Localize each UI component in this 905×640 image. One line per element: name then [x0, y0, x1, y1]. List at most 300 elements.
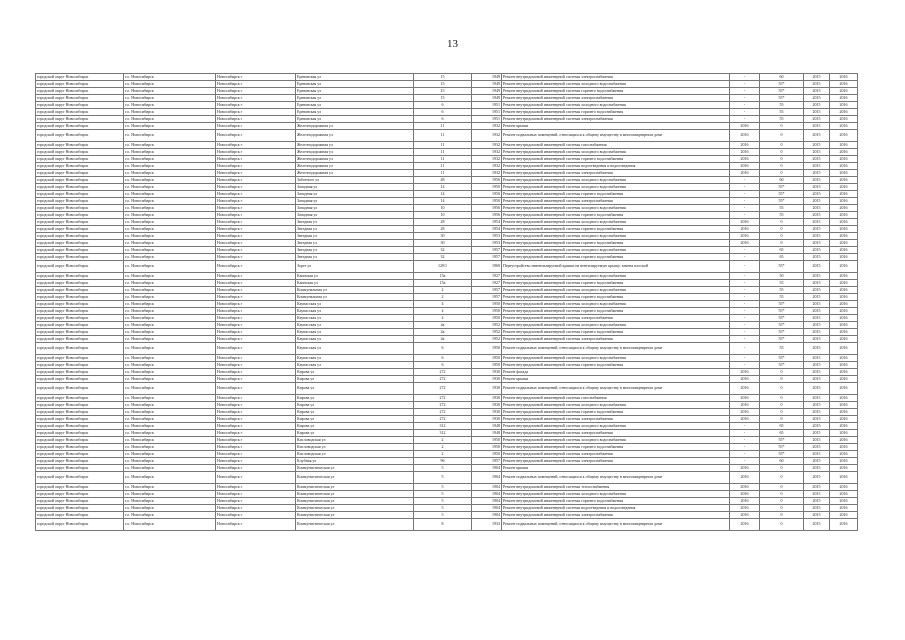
page-number: 13 [447, 38, 458, 50]
table-row [36, 109, 858, 116]
cell-house-number: 2 [414, 444, 472, 451]
capital-repair-table [35, 73, 858, 531]
cell-street: Западная ул [296, 191, 414, 198]
cell-wear-percent: 0 [760, 226, 804, 233]
cell-municipality: г.о. Новосибирск [124, 184, 216, 191]
cell-wear-percent: 0 [760, 402, 804, 409]
cell-period-start: 2015 [804, 294, 830, 301]
cell-house-number: 15 [414, 88, 472, 95]
cell-district: городской округ Новосибирск [36, 261, 124, 273]
cell-period-start: 2015 [804, 315, 830, 322]
cell-municipality: г.о. Новосибирск [124, 212, 216, 219]
cell-house-number: 4а [414, 322, 472, 329]
cell-period-end: 2016 [830, 102, 858, 109]
cell-district: городской округ Новосибирск [36, 369, 124, 376]
cell-street: Звездная ул [296, 233, 414, 240]
cell-district: городской округ Новосибирск [36, 109, 124, 116]
cell-wear-percent: 65 [760, 423, 804, 430]
cell-period-start: 2015 [804, 184, 830, 191]
cell-period-end: 2016 [830, 376, 858, 383]
cell-work-type: Ремонт внутридомовой инженерной системы электроснабжения [502, 170, 730, 177]
cell-build-year: 1932 [472, 130, 502, 142]
cell-work-type: Ремонт внутридомовой инженерной системы холодного водоснабжения [502, 423, 730, 430]
cell-build-year: 1932 [472, 156, 502, 163]
cell-work-type: Ремонт подвальных помещений, относящихся к общему имуществу в многоквартирном доме [502, 383, 730, 395]
cell-house-number: 32 [414, 254, 472, 261]
cell-district: городской округ Новосибирск [36, 287, 124, 294]
cell-build-year: 1957 [472, 254, 502, 261]
table-row [36, 355, 858, 362]
cell-house-number: 272 [414, 369, 472, 376]
cell-period-start: 2015 [804, 336, 830, 343]
cell-district: городской округ Новосибирск [36, 149, 124, 156]
cell-city: Новосибирск г [216, 294, 296, 301]
cell-wear-percent: 65 [760, 247, 804, 254]
cell-house-number: 272 [414, 383, 472, 395]
cell-street: Кирова ул [296, 395, 414, 402]
cell-street: Ереванская ул [296, 116, 414, 123]
cell-street: Коммунистическая ул [296, 505, 414, 512]
cell-municipality: г.о. Новосибирск [124, 177, 216, 184]
table-row [36, 205, 858, 212]
cell-district: городской округ Новосибирск [36, 95, 124, 102]
cell-wear-percent: 55 [760, 109, 804, 116]
cell-house-number: 11 [414, 170, 472, 177]
cell-district: городской округ Новосибирск [36, 383, 124, 395]
cell-city: Новосибирск г [216, 423, 296, 430]
cell-municipality: г.о. Новосибирск [124, 149, 216, 156]
cell-planned-year: - [730, 212, 760, 219]
cell-house-number: 5 [414, 512, 472, 519]
cell-build-year: 1950 [472, 355, 502, 362]
cell-period-start: 2015 [804, 458, 830, 465]
cell-street: Железнодорожная ул [296, 149, 414, 156]
table-row [36, 198, 858, 205]
cell-street: Зорге ул [296, 261, 414, 273]
table-row [36, 437, 858, 444]
cell-planned-year: 2016 [730, 149, 760, 156]
cell-wear-percent: 55* [760, 95, 804, 102]
cell-work-type: Ремонт крыши [502, 376, 730, 383]
cell-city: Новосибирск г [216, 116, 296, 123]
cell-period-start: 2015 [804, 505, 830, 512]
cell-work-type: Ремонт внутридомовой инженерной системы горячего водоснабжения [502, 254, 730, 261]
cell-period-start: 2015 [804, 74, 830, 81]
cell-wear-percent: 0 [760, 519, 804, 531]
cell-planned-year: - [730, 198, 760, 205]
cell-city: Новосибирск г [216, 88, 296, 95]
cell-period-end: 2016 [830, 369, 858, 376]
cell-district: городской округ Новосибирск [36, 329, 124, 336]
cell-street: Кисловодская ул [296, 444, 414, 451]
cell-city: Новосибирск г [216, 95, 296, 102]
cell-wear-percent: 55 [760, 280, 804, 287]
cell-work-type: Ремонт внутридомовой инженерной системы холодного водоснабжения [502, 301, 730, 308]
cell-period-end: 2016 [830, 465, 858, 472]
cell-street: Ереванская ул [296, 109, 414, 116]
cell-work-type: Ремонт внутридомовой инженерной системы холодного водоснабжения [502, 273, 730, 280]
cell-work-type: Ремонт фасада [502, 369, 730, 376]
cell-planned-year: 2016 [730, 498, 760, 505]
cell-period-end: 2016 [830, 273, 858, 280]
cell-build-year: 1969 [472, 261, 502, 273]
cell-street: Ереванская ул [296, 95, 414, 102]
cell-district: городской округ Новосибирск [36, 395, 124, 402]
cell-work-type: Ремонт внутридомовой инженерной системы холодного водоснабжения [502, 355, 730, 362]
cell-period-end: 2016 [830, 416, 858, 423]
cell-house-number: 11 [414, 142, 472, 149]
cell-district: городской округ Новосибирск [36, 437, 124, 444]
cell-planned-year: - [730, 102, 760, 109]
cell-period-end: 2016 [830, 88, 858, 95]
cell-build-year: 1930 [472, 409, 502, 416]
cell-street: Звездная ул [296, 226, 414, 233]
cell-street: Звездная ул [296, 240, 414, 247]
cell-period-end: 2016 [830, 444, 858, 451]
cell-house-number: 11 [414, 149, 472, 156]
cell-city: Новосибирск г [216, 149, 296, 156]
cell-work-type: Ремонт внутридомовой инженерной системы горячего водоснабжения [502, 444, 730, 451]
cell-build-year: 1933 [472, 519, 502, 531]
cell-district: городской округ Новосибирск [36, 343, 124, 355]
cell-period-end: 2016 [830, 226, 858, 233]
cell-district: городской округ Новосибирск [36, 451, 124, 458]
cell-house-number: 10 [414, 212, 472, 219]
cell-city: Новосибирск г [216, 416, 296, 423]
cell-planned-year: - [730, 88, 760, 95]
cell-period-start: 2015 [804, 156, 830, 163]
table-row [36, 294, 858, 301]
cell-wear-percent: 55* [760, 301, 804, 308]
cell-build-year: 1949 [472, 95, 502, 102]
cell-street: Каунасская ул [296, 343, 414, 355]
cell-city: Новосибирск г [216, 287, 296, 294]
cell-house-number: 129/1 [414, 261, 472, 273]
cell-municipality: г.о. Новосибирск [124, 308, 216, 315]
cell-house-number: 4 [414, 308, 472, 315]
cell-city: Новосибирск г [216, 81, 296, 88]
cell-planned-year: - [730, 81, 760, 88]
cell-street: Ереванская ул [296, 102, 414, 109]
cell-municipality: г.о. Новосибирск [124, 163, 216, 170]
cell-municipality: г.о. Новосибирск [124, 512, 216, 519]
cell-wear-percent: 55* [760, 336, 804, 343]
cell-city: Новосибирск г [216, 451, 296, 458]
cell-period-end: 2016 [830, 484, 858, 491]
cell-municipality: г.о. Новосибирск [124, 301, 216, 308]
cell-wear-percent: 0 [760, 416, 804, 423]
cell-district: городской округ Новосибирск [36, 88, 124, 95]
cell-street: Кисловодская ул [296, 451, 414, 458]
cell-period-start: 2015 [804, 233, 830, 240]
cell-wear-percent: 0 [760, 376, 804, 383]
table-row [36, 254, 858, 261]
cell-district: городской округ Новосибирск [36, 130, 124, 142]
cell-city: Новосибирск г [216, 156, 296, 163]
cell-district: городской округ Новосибирск [36, 505, 124, 512]
table-row [36, 130, 858, 142]
cell-city: Новосибирск г [216, 198, 296, 205]
cell-wear-percent: 0 [760, 369, 804, 376]
cell-street: Каунасская ул [296, 301, 414, 308]
cell-build-year: 1950 [472, 362, 502, 369]
table-row [36, 329, 858, 336]
cell-period-start: 2015 [804, 163, 830, 170]
cell-house-number: 30 [414, 240, 472, 247]
cell-period-end: 2016 [830, 395, 858, 402]
cell-district: городской округ Новосибирск [36, 416, 124, 423]
cell-wear-percent: 0 [760, 123, 804, 130]
table-row [36, 233, 858, 240]
cell-build-year: 1954 [472, 219, 502, 226]
cell-build-year: 1957 [472, 458, 502, 465]
cell-work-type: Ремонт внутридомовой инженерной системы холодного водоснабжения [502, 205, 730, 212]
table-row [36, 240, 858, 247]
cell-planned-year: - [730, 336, 760, 343]
cell-work-type: Ремонт подвальных помещений, относящихся к общему имуществу в многоквартирном доме [502, 343, 730, 355]
cell-work-type: Ремонт внутридомовой инженерной системы электроснабжения [502, 95, 730, 102]
cell-district: городской округ Новосибирск [36, 273, 124, 280]
cell-house-number: 15а [414, 273, 472, 280]
cell-work-type: Ремонт внутридомовой инженерной системы водоотведения и водоотведения [502, 505, 730, 512]
cell-build-year: 1957 [472, 287, 502, 294]
cell-house-number: 5 [414, 465, 472, 472]
cell-period-start: 2015 [804, 444, 830, 451]
cell-city: Новосибирск г [216, 109, 296, 116]
cell-work-type: Ремонт подвальных помещений, относящихся к общему имуществу в многоквартирном доме [502, 130, 730, 142]
cell-period-end: 2016 [830, 451, 858, 458]
cell-period-end: 2016 [830, 247, 858, 254]
cell-period-end: 2016 [830, 329, 858, 336]
cell-city: Новосибирск г [216, 191, 296, 198]
cell-municipality: г.о. Новосибирск [124, 409, 216, 416]
cell-municipality: г.о. Новосибирск [124, 95, 216, 102]
cell-work-type: Ремонт внутридомовой инженерной системы электроснабжения [502, 430, 730, 437]
cell-street: Западная ул [296, 184, 414, 191]
table-row [36, 336, 858, 343]
cell-municipality: г.о. Новосибирск [124, 254, 216, 261]
cell-period-start: 2015 [804, 451, 830, 458]
cell-municipality: г.о. Новосибирск [124, 402, 216, 409]
cell-period-end: 2016 [830, 170, 858, 177]
cell-municipality: г.о. Новосибирск [124, 484, 216, 491]
cell-district: городской округ Новосибирск [36, 465, 124, 472]
cell-period-start: 2015 [804, 205, 830, 212]
cell-house-number: 15 [414, 74, 472, 81]
cell-work-type: Ремонт внутридомовой инженерной системы горячего водоснабжения [502, 109, 730, 116]
cell-street: Кирова ул [296, 402, 414, 409]
cell-municipality: г.о. Новосибирск [124, 383, 216, 395]
cell-district: городской округ Новосибирск [36, 376, 124, 383]
cell-district: городской округ Новосибирск [36, 308, 124, 315]
cell-build-year: 1930 [472, 383, 502, 395]
cell-municipality: г.о. Новосибирск [124, 191, 216, 198]
cell-district: городской округ Новосибирск [36, 362, 124, 369]
cell-period-end: 2016 [830, 198, 858, 205]
cell-planned-year: - [730, 430, 760, 437]
cell-municipality: г.о. Новосибирск [124, 81, 216, 88]
cell-street: Западная ул [296, 198, 414, 205]
cell-period-end: 2016 [830, 233, 858, 240]
cell-district: городской округ Новосибирск [36, 240, 124, 247]
cell-planned-year: 2016 [730, 142, 760, 149]
cell-wear-percent: 55 [760, 205, 804, 212]
cell-wear-percent: 55* [760, 322, 804, 329]
cell-district: городской округ Новосибирск [36, 512, 124, 519]
cell-street: Каунасская ул [296, 329, 414, 336]
cell-build-year: 1950 [472, 437, 502, 444]
cell-house-number: 28 [414, 219, 472, 226]
cell-planned-year: - [730, 362, 760, 369]
cell-period-start: 2015 [804, 81, 830, 88]
cell-period-end: 2016 [830, 362, 858, 369]
cell-period-start: 2015 [804, 191, 830, 198]
cell-work-type: Ремонт внутридомовой инженерной системы теплоснабжения [502, 484, 730, 491]
cell-street: Железнодорожная ул [296, 170, 414, 177]
cell-wear-percent: 55 [760, 287, 804, 294]
cell-build-year: 1904 [472, 465, 502, 472]
cell-house-number: 11 [414, 123, 472, 130]
cell-planned-year: 2016 [730, 163, 760, 170]
table-row [36, 369, 858, 376]
cell-wear-percent: 55 [760, 212, 804, 219]
cell-work-type: Ремонт внутридомовой инженерной системы электроснабжения [502, 315, 730, 322]
cell-house-number: 96 [414, 458, 472, 465]
cell-period-end: 2016 [830, 191, 858, 198]
cell-planned-year: - [730, 423, 760, 430]
cell-city: Новосибирск г [216, 308, 296, 315]
cell-house-number: 4а [414, 329, 472, 336]
cell-period-end: 2016 [830, 74, 858, 81]
table-row [36, 81, 858, 88]
cell-planned-year: - [730, 355, 760, 362]
cell-city: Новосибирск г [216, 355, 296, 362]
cell-wear-percent: 55* [760, 81, 804, 88]
table-row [36, 465, 858, 472]
cell-build-year: 1904 [472, 505, 502, 512]
cell-city: Новосибирск г [216, 130, 296, 142]
cell-planned-year: 2016 [730, 491, 760, 498]
cell-house-number: 5 [414, 484, 472, 491]
cell-period-start: 2015 [804, 437, 830, 444]
cell-city: Новосибирск г [216, 102, 296, 109]
cell-planned-year: 2016 [730, 170, 760, 177]
table-row [36, 219, 858, 226]
table-row [36, 308, 858, 315]
cell-municipality: г.о. Новосибирск [124, 329, 216, 336]
cell-work-type: Ремонт внутридомовой инженерной системы электроснабжения [502, 198, 730, 205]
cell-period-start: 2015 [804, 273, 830, 280]
table-body [36, 74, 858, 531]
cell-build-year: 1904 [472, 484, 502, 491]
cell-work-type: Ремонт внутридомовой инженерной системы горячего водоснабжения [502, 226, 730, 233]
cell-period-start: 2015 [804, 247, 830, 254]
cell-district: городской округ Новосибирск [36, 498, 124, 505]
table-row [36, 383, 858, 395]
cell-build-year: 1951 [472, 102, 502, 109]
cell-municipality: г.о. Новосибирск [124, 437, 216, 444]
cell-street: Ереванская ул [296, 88, 414, 95]
cell-wear-percent: 0 [760, 130, 804, 142]
cell-municipality: г.о. Новосибирск [124, 505, 216, 512]
cell-district: городской округ Новосибирск [36, 156, 124, 163]
cell-city: Новосибирск г [216, 512, 296, 519]
cell-city: Новосибирск г [216, 369, 296, 376]
cell-planned-year: 2016 [730, 240, 760, 247]
cell-period-start: 2015 [804, 519, 830, 531]
table-row [36, 95, 858, 102]
cell-planned-year: 2016 [730, 123, 760, 130]
cell-period-start: 2015 [804, 109, 830, 116]
cell-planned-year: 2016 [730, 219, 760, 226]
cell-municipality: г.о. Новосибирск [124, 369, 216, 376]
cell-street: Железнодорожная ул [296, 142, 414, 149]
cell-house-number: 8 [414, 519, 472, 531]
table-row [36, 149, 858, 156]
cell-period-end: 2016 [830, 315, 858, 322]
cell-municipality: г.о. Новосибирск [124, 458, 216, 465]
cell-street: Коммунальная ул [296, 287, 414, 294]
cell-municipality: г.о. Новосибирск [124, 198, 216, 205]
table-row [36, 88, 858, 95]
cell-build-year: 1952 [472, 322, 502, 329]
cell-planned-year: - [730, 261, 760, 273]
cell-municipality: г.о. Новосибирск [124, 156, 216, 163]
cell-city: Новосибирск г [216, 123, 296, 130]
cell-house-number: 6 [414, 116, 472, 123]
cell-period-start: 2015 [804, 287, 830, 294]
cell-wear-percent: 0 [760, 149, 804, 156]
cell-planned-year: - [730, 329, 760, 336]
cell-build-year: 1950 [472, 343, 502, 355]
cell-street: Коммунистическая ул [296, 465, 414, 472]
table-row [36, 184, 858, 191]
table-row [36, 416, 858, 423]
cell-build-year: 1956 [472, 212, 502, 219]
cell-planned-year: - [730, 184, 760, 191]
table-row [36, 451, 858, 458]
cell-period-start: 2015 [804, 423, 830, 430]
cell-municipality: г.о. Новосибирск [124, 355, 216, 362]
cell-city: Новосибирск г [216, 142, 296, 149]
cell-period-end: 2016 [830, 336, 858, 343]
cell-work-type: Ремонт внутридомовой инженерной системы холодного водоснабжения [502, 102, 730, 109]
cell-municipality: г.о. Новосибирск [124, 465, 216, 472]
cell-wear-percent: 55 [760, 294, 804, 301]
table-row [36, 472, 858, 484]
cell-city: Новосибирск г [216, 395, 296, 402]
cell-build-year: 1932 [472, 123, 502, 130]
table-row [36, 156, 858, 163]
cell-wear-percent: 55 [760, 102, 804, 109]
cell-district: городской округ Новосибирск [36, 472, 124, 484]
cell-period-start: 2015 [804, 355, 830, 362]
cell-period-end: 2016 [830, 308, 858, 315]
cell-municipality: г.о. Новосибирск [124, 322, 216, 329]
cell-planned-year: - [730, 95, 760, 102]
cell-build-year: 1904 [472, 498, 502, 505]
cell-period-start: 2015 [804, 362, 830, 369]
cell-city: Новосибирск г [216, 219, 296, 226]
cell-period-end: 2016 [830, 212, 858, 219]
cell-wear-percent: 60 [760, 458, 804, 465]
cell-planned-year: 2016 [730, 484, 760, 491]
cell-period-start: 2015 [804, 102, 830, 109]
cell-build-year: 1948 [472, 430, 502, 437]
cell-planned-year: - [730, 177, 760, 184]
cell-period-start: 2015 [804, 383, 830, 395]
cell-house-number: 28 [414, 226, 472, 233]
